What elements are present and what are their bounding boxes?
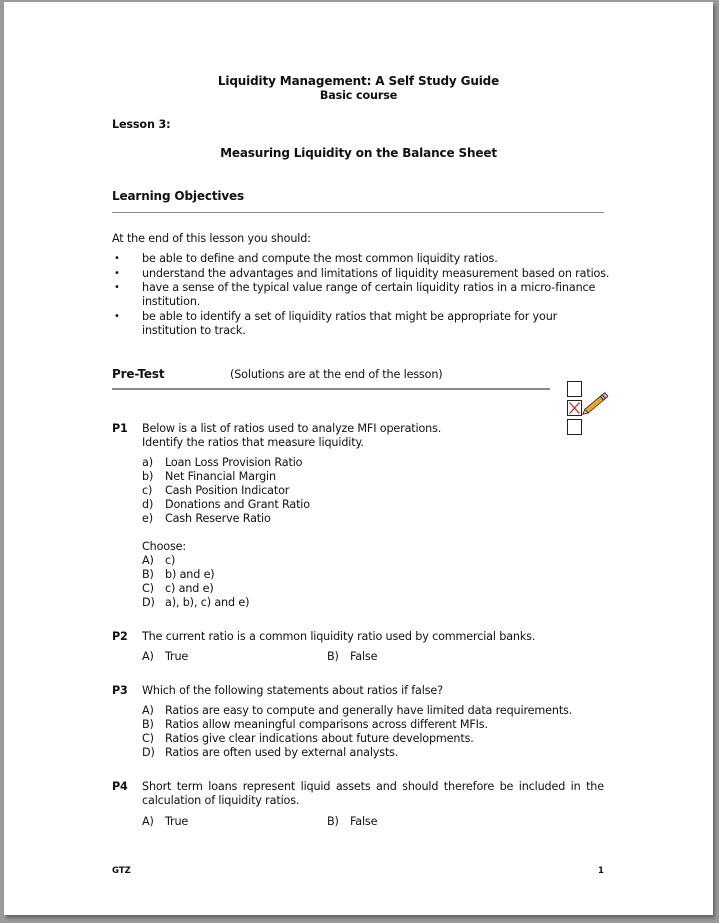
option-key: C): [142, 732, 154, 745]
list-key: a): [142, 456, 153, 469]
objectives-intro: At the end of this lesson you should:: [112, 232, 311, 245]
bullet-icon: •: [114, 282, 120, 293]
option-text: False: [350, 650, 378, 663]
list-key: e): [142, 512, 153, 525]
option-key: A): [142, 554, 154, 567]
list-item: Net Financial Margin: [165, 470, 276, 483]
checkbox-pencil-icon: [567, 381, 615, 439]
option-text: c) and e): [165, 582, 214, 595]
bullet-icon: •: [114, 311, 120, 322]
list-key: c): [142, 484, 153, 497]
option-text: True: [165, 650, 189, 663]
objective-text-continued: institution.: [142, 295, 201, 308]
objective-text: have a sense of the typical value range of certain liquidity ratios in a micro-finance: [142, 281, 596, 294]
section-heading-pretest: Pre-Test: [112, 367, 165, 381]
document-subtitle: Basic course: [319, 89, 398, 102]
option-key: A): [142, 704, 154, 717]
question-text: Below is a list of ratios used to analyze MFI operations.: [142, 422, 442, 435]
option-text: Ratios allow meaningful comparisons across different MFIs.: [165, 718, 488, 731]
option-text: a), b), c) and e): [165, 596, 250, 609]
option-key: B): [327, 815, 339, 828]
question-text: The current ratio is a common liquidity ratio used by commercial banks.: [142, 630, 536, 643]
footer-organization: GTZ: [112, 866, 131, 876]
option-key: B): [142, 718, 154, 731]
option-text: True: [165, 815, 189, 828]
list-item: Donations and Grant Ratio: [165, 498, 310, 511]
question-number: P4: [112, 780, 128, 793]
objective-text: be able to define and compute the most common liquidity ratios.: [142, 252, 498, 265]
option-key: C): [142, 582, 154, 595]
objective-text-continued: institution to track.: [142, 324, 246, 337]
question-number: P2: [112, 630, 128, 643]
pencil-icon: [577, 386, 613, 422]
option-key: B): [327, 650, 339, 663]
option-text: b) and e): [165, 568, 215, 581]
option-text: c): [165, 554, 176, 567]
question-number: P1: [112, 422, 128, 435]
option-key: A): [142, 815, 154, 828]
section-heading-learning-objectives: Learning Objectives: [112, 189, 245, 203]
list-item: Cash Reserve Ratio: [165, 512, 271, 525]
pretest-note: (Solutions are at the end of the lesson): [230, 368, 443, 381]
option-text: Ratios are easy to compute and generally have limited data requirements.: [165, 704, 573, 717]
document-title: Liquidity Management: A Self Study Guide: [217, 74, 500, 88]
choose-label: Choose:: [142, 540, 187, 553]
option-key: D): [142, 596, 155, 609]
option-text: False: [350, 815, 378, 828]
section-divider: [112, 388, 550, 390]
document-page: [4, 2, 713, 915]
question-text: Which of the following statements about ratios if false?: [142, 684, 443, 697]
option-key: A): [142, 650, 154, 663]
section-divider: [112, 212, 604, 213]
bullet-icon: •: [114, 253, 120, 264]
option-key: D): [142, 746, 155, 759]
question-text-continued: calculation of liquidity ratios.: [142, 794, 300, 807]
objective-text: understand the advantages and limitations of liquidity measurement based on ratios.: [142, 267, 610, 280]
option-key: B): [142, 568, 154, 581]
bullet-icon: •: [114, 268, 120, 279]
option-text: Ratios are often used by external analysts.: [165, 746, 399, 759]
question-number: P3: [112, 684, 128, 697]
option-text: Ratios give clear indications about future developments.: [165, 732, 474, 745]
page-number: 1: [598, 866, 604, 876]
objective-text: be able to identify a set of liquidity ratios that might be appropriate for your: [142, 310, 558, 323]
lesson-label: Lesson 3:: [112, 118, 171, 131]
question-text-continued: Identify the ratios that measure liquidity.: [142, 436, 364, 449]
list-key: d): [142, 498, 154, 511]
lesson-title: Measuring Liquidity on the Balance Sheet: [220, 146, 497, 160]
list-key: b): [142, 470, 154, 483]
list-item: Cash Position Indicator: [165, 484, 290, 497]
question-text: Short term loans represent liquid assets and should therefore be included in the: [142, 780, 604, 793]
list-item: Loan Loss Provision Ratio: [165, 456, 303, 469]
